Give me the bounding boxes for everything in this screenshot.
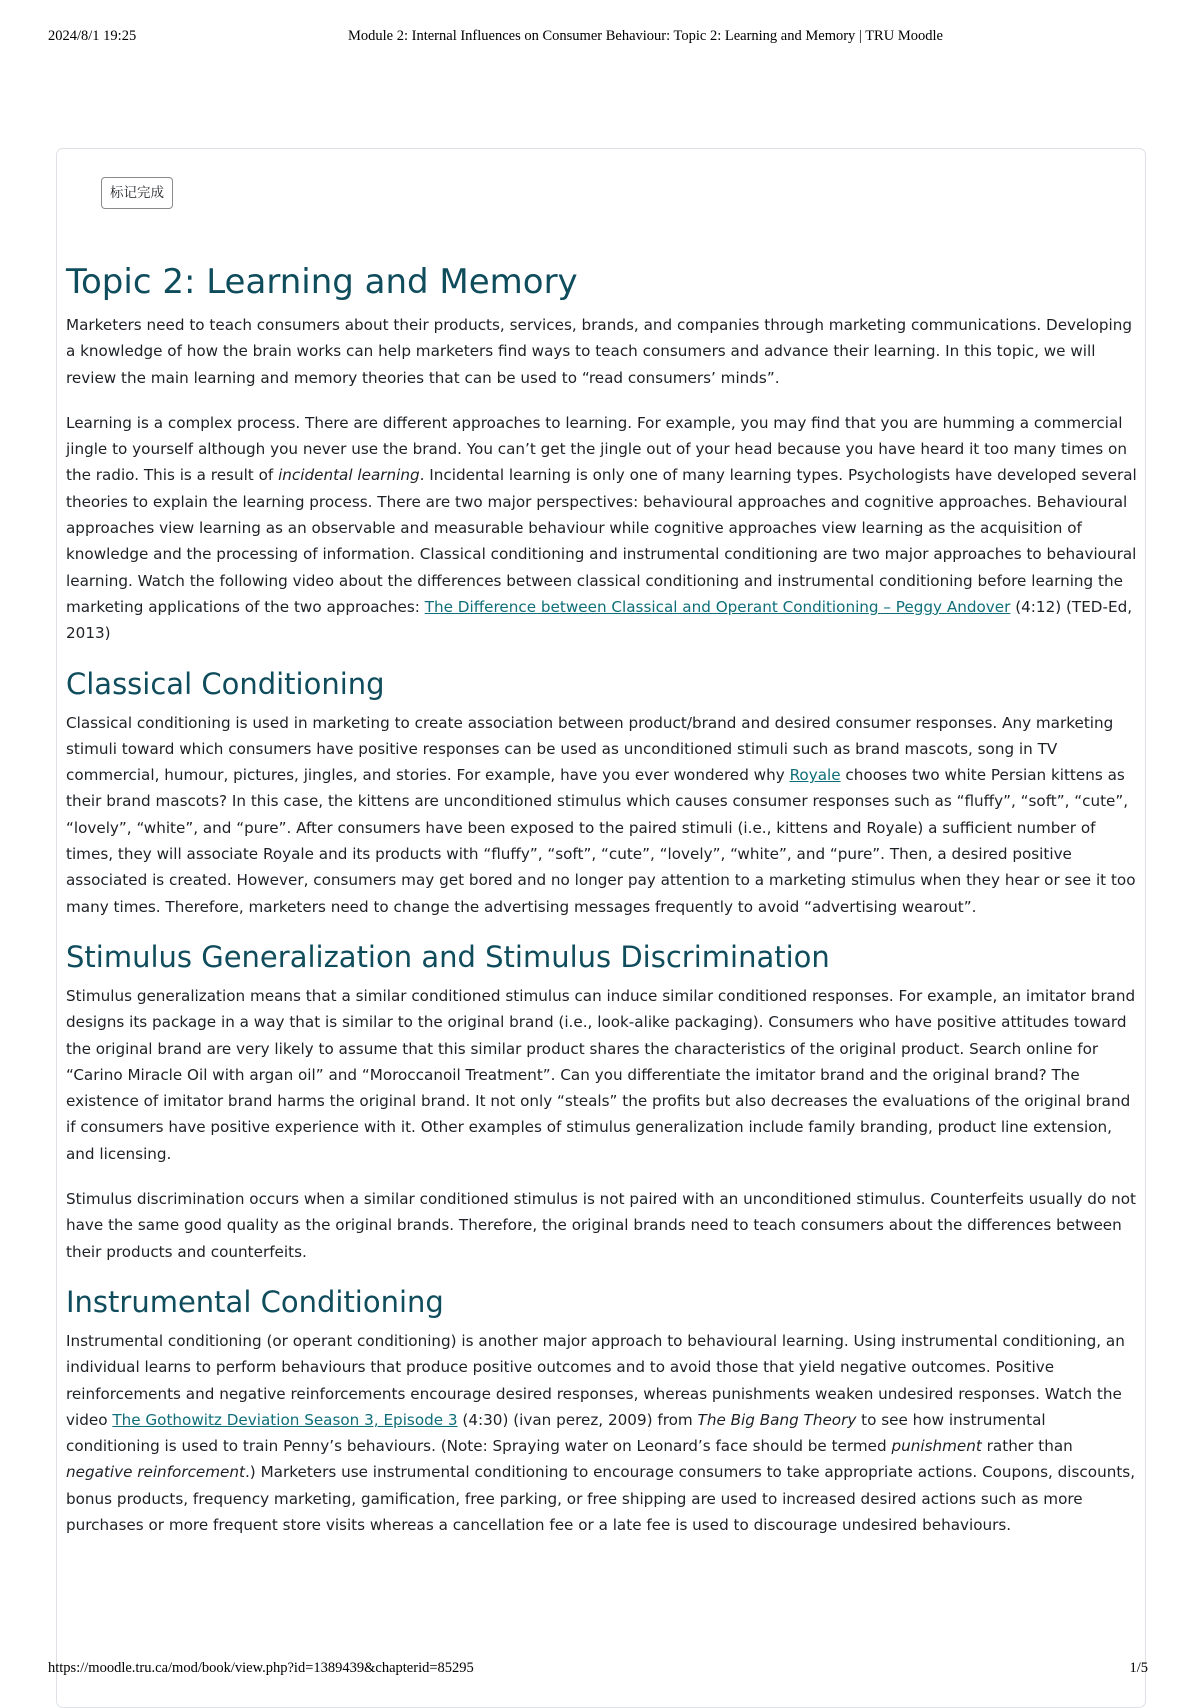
print-url: https://moodle.tru.ca/mod/book/view.php?id=1389439&chapterid=85295 (48, 1660, 474, 1676)
video-link-gothowitz[interactable]: The Gothowitz Deviation Season 3, Episode 3 (112, 1410, 458, 1429)
instrumental-paragraph (66, 1328, 1141, 1538)
print-page-number: 1/5 (1129, 1660, 1148, 1676)
text-span: (4:12) (TED-Ed, 2013) (66, 597, 1133, 643)
emphasis-text: negative reinforcement (66, 1463, 245, 1482)
text-span: (4:30) (ivan perez, 2009) from (457, 1410, 698, 1429)
learning-paragraph (66, 410, 1141, 647)
text-span: Instrumental conditioning (or operant conditioning) is another major approach to behavioural learning. Using instrumental conditioning, an individual learns to perform behaviours that produce positive outcomes and to avoid those that yield negative outcomes. Positive reinforcements and negative reinforcements encourage desired responses, whereas punishments weaken undesired responses. Watch the video (66, 1331, 1125, 1429)
video-link-conditioning[interactable]: The Difference between Classical and Operant Conditioning – Peggy Andover (424, 597, 1011, 616)
print-footer (0, 1660, 1200, 1684)
emphasis-text: punishment (891, 1437, 982, 1456)
text-span: .) Marketers use instrumental conditioning to encourage consumers to take appropriate actions. Coupons, discounts, bonus products, frequency marketing, gamification, free parking, or free shipping are used to increased desired actions such as more purchases or more frequent store visits whereas a cancellation fee or a late fee is used to discourage undesired behaviours. (66, 1463, 1136, 1534)
book-chapter-content (66, 262, 1141, 1557)
print-datetime: 2024/8/1 19:25 (48, 28, 137, 44)
stimulus-discrimination-paragraph: Stimulus discrimination occurs when a similar conditioned stimulus is not paired with an unconditioned stimulus. Counterfeits usually do not have the same good quality as the original brands. Therefore, the original brands need to teach consumers about the differences between their products and counterfeits. (66, 1190, 1136, 1261)
text-span: chooses two white Persian kittens as their brand mascots? In this case, the kittens are unconditioned stimulus which causes consumer responses such as “fluffy”, “soft”, “cute”, “lovely”, “white”, and “pure”. After consumers have been exposed to the paired stimuli (i.e., kittens and Royale) a sufficient number of times, they will associate Royale and its products with “fluffy”, “soft”, “cute”, “lovely”, “white”, and “pure”. Then, a desired positive associated is created. However, consumers may get bored and no longer pay attention to a marketing stimulus when they hear or see it too many times. Therefore, marketers need to change the advertising messages frequently to avoid “advertising wearout”. (66, 766, 1136, 916)
text-span: rather than (981, 1437, 1073, 1456)
section-heading-instrumental: Instrumental Conditioning (66, 1284, 444, 1319)
classical-paragraph (66, 710, 1141, 920)
section-heading-classical: Classical Conditioning (66, 666, 385, 701)
stimulus-generalization-paragraph: Stimulus generalization means that a similar conditioned stimulus can induce similar conditioned responses. For example, an imitator brand designs its package in a way that is similar to the original brand (i.e., look-alike packaging). Consumers who have positive attitudes toward the original brand are very likely to assume that this similar product shares the characteristics of the original product. Search online for “Carino Miracle Oil with argan oil” and “Moroccanoil Treatment”. Can you differentiate the imitator brand and the original brand? The existence of imitator brand harms the original brand. It not only “steals” the profits but also decreases the evaluations of the original brand if consumers have positive experience with it. Other examples of stimulus generalization include family branding, product line extension, and licensing. (66, 986, 1136, 1163)
text-span: Learning is a complex process. There are different approaches to learning. For example, you may find that you are humming a commercial jingle to yourself although you never use the brand. You can’t get the jingle out of your head because you have heard it too many times on the radio. This is a result of (66, 413, 1127, 485)
emphasis-text: incidental learning (278, 466, 420, 485)
text-span: Classical conditioning is used in marketing to create association between product/brand and desired consumer responses. Any marketing stimuli toward which consumers have positive responses can be used as unconditioned stimuli such as brand mascots, song in TV commercial, humour, pictures, jingles, and stories. For example, have you ever wondered why (66, 713, 1114, 785)
print-header (0, 28, 1200, 52)
text-span: . Incidental learning is only one of many learning types. Psychologists have developed several theories to explain the learning process. There are two major perspectives: behavioural approaches and cognitive approaches. Behavioural approaches view learning as an observable and measurable behaviour while cognitive approaches view learning as the acquisition of knowledge and the processing of information. Classical conditioning and instrumental conditioning are two major approaches to behavioural learning. Watch the following video about the differences between classical conditioning and instrumental conditioning before learning the marketing applications of the two approaches: (66, 466, 1137, 616)
topic-title: Topic 2: Learning and Memory (66, 262, 578, 302)
print-page-title: Module 2: Internal Influences on Consumer Behaviour: Topic 2: Learning and Memory | TRU Moodle (348, 28, 943, 44)
section-heading-stimulus: Stimulus Generalization and Stimulus Discrimination (66, 939, 830, 974)
intro-paragraph: Marketers need to teach consumers about their products, services, brands, and companies through marketing communications. Developing a knowledge of how the brain works can help marketers find ways to teach consumers and advance their learning. In this topic, we will review the main learning and memory theories that can be used to “read consumers’ minds”. (66, 316, 1133, 387)
text-span: to see how instrumental conditioning is used to train Penny’s behaviours. (Note: Spraying water on Leonard’s face should be termed (66, 1410, 1046, 1456)
royale-link[interactable]: Royale (789, 766, 841, 785)
emphasis-text: The Big Bang Theory (697, 1410, 857, 1429)
mark-complete-button[interactable]: 标记完成 (101, 177, 173, 209)
